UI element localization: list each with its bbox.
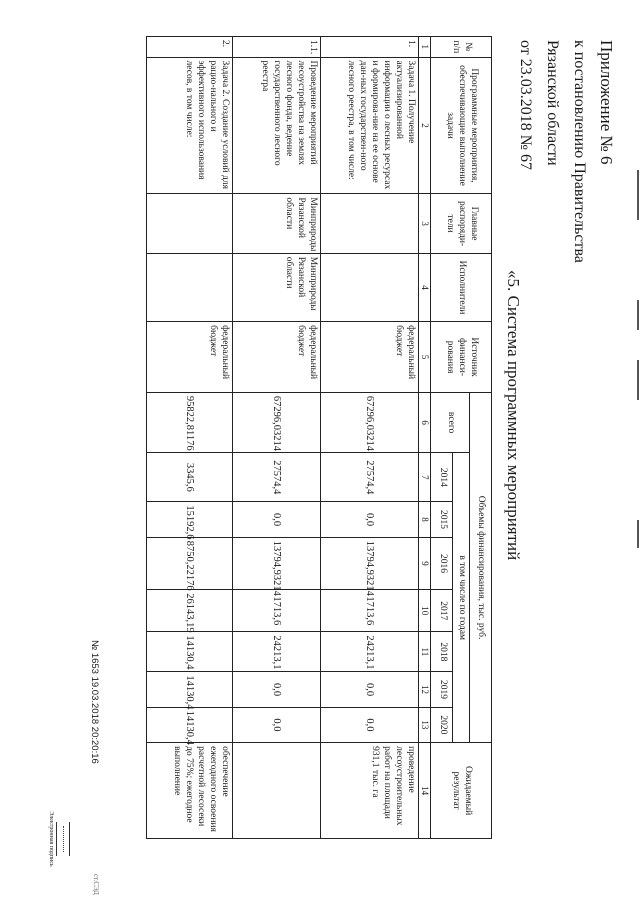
header-year: 2019 [431,672,453,707]
program-measures-table [146,36,492,839]
header-total: всего [431,392,470,452]
row-value-2017: 26143,19 [146,590,232,632]
row-value-2017: 1713,6 [232,590,320,632]
column-number: 2 [418,57,430,194]
table-row [232,37,320,839]
row-value-2020: 0,0 [232,707,320,742]
row-number: 1.1. [232,37,320,58]
row-value-2020: 0,0 [320,707,418,742]
table-row [146,37,232,839]
row-value-2014: 27574,4 [320,453,418,502]
row-measure: Задача 2. Создание условий для рацио-нального и эффективного использования лесов, в том числе: [146,57,232,194]
row-manager: Минприроды Рязанской области [232,194,320,253]
header-line-date: от 23.03.2018 № 67 [517,40,534,171]
header-result: Ожидаемый результат [431,743,492,839]
header-by-years: в том числе по годам [453,453,470,743]
table-row [320,37,418,839]
header-year: 2016 [431,537,453,589]
header-year: 2014 [431,453,453,502]
header-year: 2020 [431,707,453,742]
row-value-2015: 15192,6 [146,502,232,537]
header-volume: Объемы финансирования, тыс. руб. [470,392,492,742]
column-number: 13 [418,707,430,742]
row-executor [146,253,232,321]
signature-stamp-graphic [56,822,70,856]
row-result: проведение лесоустроительных работ на площади 931,1 тыс. га [320,743,418,839]
row-value-2019: 14130,4 [146,672,232,707]
document-header [512,40,620,263]
column-number: 11 [418,632,430,672]
row-value-2015: 0,0 [232,502,320,537]
column-number: 4 [418,253,430,321]
row-executor [320,253,418,321]
row-source: федеральный бюджет [320,322,418,393]
header-line-decree: к постановлению Правительства [571,40,588,263]
column-number: 6 [418,392,430,452]
scan-edge-marks [634,0,640,905]
electronic-signature-stamp [43,811,75,867]
row-total: 67296,03214 [232,392,320,452]
row-manager [320,194,418,253]
header-year: 2017 [431,590,453,632]
row-measure: Проведение мероприятий лесоустройства на землях лесного фонда, ведение государственного лесного реестра [232,57,320,194]
column-number: 5 [418,322,430,393]
column-number: 12 [418,672,430,707]
row-value-2015: 0,0 [320,502,418,537]
column-number: 10 [418,590,430,632]
row-value-2017: 1713,6 [320,590,418,632]
row-value-2016: 13794,93214 [320,537,418,589]
header-year: 2018 [431,632,453,672]
row-source: федеральный бюджет [146,322,232,393]
header-source: Источник финанси-рования [431,322,492,393]
row-value-2014: 3345,6 [146,453,232,502]
scan-mark: ст.СЭД [92,874,100,895]
column-number: 8 [418,502,430,537]
row-number: 2. [146,37,232,58]
row-value-2016: 8750,22176 [146,537,232,589]
row-value-2020: 14130,4 [146,707,232,742]
row-value-2019: 0,0 [232,672,320,707]
section-title: «5. Система программных мероприятий [504,270,523,561]
row-value-2018: 24213,1 [232,632,320,672]
header-executors: Исполнители [431,253,492,321]
column-number: 7 [418,453,430,502]
header-year: 2015 [431,502,453,537]
row-measure: Задача 1. Получение актуализированной информации о лесных ресурсах и формирова-ние на ее основе дан-ных государствен-ного лесного реестра, в том числе: [320,57,418,194]
registration-mark: № 1653 19.03.2018 20:20:16 [89,640,100,764]
column-number-row [418,37,430,839]
row-total: 95822,81176 [146,392,232,452]
row-value-2018: 14130,4 [146,632,232,672]
header-no: № п/п [431,37,492,58]
row-result: обеспечение ежегодного освоения расчетной лесосеки до 75%; ежегодное выполнение [146,743,232,839]
row-value-2016: 13794,93214 [232,537,320,589]
header-measure: Программные мероприятия, обеспечивающие выполнение задачи [431,57,492,194]
row-number: 1. [320,37,418,58]
row-value-2018: 24213,1 [320,632,418,672]
row-value-2014: 27574,4 [232,453,320,502]
appendix-number: Приложение № 6 [597,40,616,165]
row-value-2019: 0,0 [320,672,418,707]
column-number: 3 [418,194,430,253]
row-total: 67296,03214 [320,392,418,452]
row-manager [146,194,232,253]
row-executor: Минприроды Рязанской области [232,253,320,321]
column-number: 9 [418,537,430,589]
column-number: 14 [418,743,430,839]
header-managers: Главные распоряди-тели [431,194,492,253]
header-line-region: Рязанской области [544,40,561,166]
column-number: 1 [418,37,430,58]
row-source: федеральный бюджет [232,322,320,393]
row-result [232,743,320,839]
table-header-row [470,37,492,839]
signature-stamp-caption: Электронная подпись [48,811,54,867]
